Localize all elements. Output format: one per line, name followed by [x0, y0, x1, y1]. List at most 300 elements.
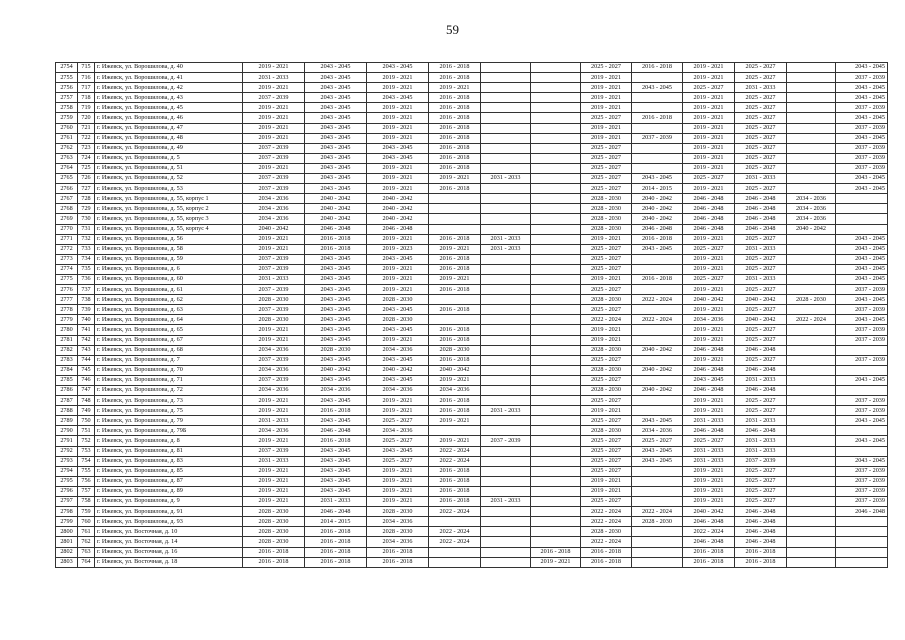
period-cell-4: 2022 - 2024 — [429, 527, 481, 537]
period-cell-12: 2037 - 2039 — [836, 335, 888, 345]
period-cell-1: 2034 - 2036 — [243, 345, 305, 355]
period-cell-2: 2043 - 2045 — [305, 295, 367, 305]
period-cell-6 — [531, 466, 581, 476]
address-cell: г. Ижевск, ул. Ворошилова, д. 6 — [95, 264, 243, 274]
period-cell-2: 2043 - 2045 — [305, 163, 367, 173]
period-cell-5 — [481, 315, 531, 325]
period-cell-5 — [481, 143, 531, 153]
period-cell-2: 2014 - 2015 — [305, 517, 367, 527]
address-cell: г. Ижевск, ул. Ворошилова, д. 70 — [95, 365, 243, 375]
period-cell-10: 2025 - 2027 — [735, 73, 787, 83]
row-number-cell: 2803 — [56, 557, 78, 567]
period-cell-4: 2016 - 2018 — [429, 254, 481, 264]
period-cell-9: 2046 - 2048 — [683, 426, 735, 436]
period-cell-4 — [429, 517, 481, 527]
period-cell-2: 2016 - 2018 — [305, 406, 367, 416]
period-cell-9: 2019 - 2021 — [683, 234, 735, 244]
period-cell-4: 2016 - 2018 — [429, 63, 481, 73]
period-cell-1: 2037 - 2039 — [243, 446, 305, 456]
period-cell-2: 2043 - 2045 — [305, 285, 367, 295]
object-id-cell: 736 — [78, 274, 95, 284]
period-cell-10: 2046 - 2048 — [735, 537, 787, 547]
period-cell-4: 2016 - 2018 — [429, 153, 481, 163]
period-cell-1: 2034 - 2036 — [243, 214, 305, 224]
period-cell-9: 2025 - 2027 — [683, 274, 735, 284]
period-cell-2: 2043 - 2045 — [305, 103, 367, 113]
period-cell-10: 2031 - 2033 — [735, 446, 787, 456]
object-id-cell: 741 — [78, 325, 95, 335]
period-cell-12: 2037 - 2039 — [836, 497, 888, 507]
row-number-cell: 2800 — [56, 527, 78, 537]
period-cell-8: 2043 - 2045 — [632, 83, 683, 93]
period-cell-12: 2037 - 2039 — [836, 143, 888, 153]
period-cell-1: 2034 - 2036 — [243, 426, 305, 436]
period-cell-9: 2019 - 2021 — [683, 254, 735, 264]
period-cell-7: 2019 - 2021 — [581, 274, 632, 284]
period-cell-10: 2046 - 2048 — [735, 507, 787, 517]
period-cell-4: 2016 - 2018 — [429, 93, 481, 103]
period-cell-3: 2043 - 2045 — [367, 325, 429, 335]
table-row — [56, 375, 888, 385]
period-cell-2: 2043 - 2045 — [305, 83, 367, 93]
period-cell-7: 2025 - 2027 — [581, 466, 632, 476]
period-cell-2: 2043 - 2045 — [305, 486, 367, 496]
period-cell-8 — [632, 527, 683, 537]
period-cell-8 — [632, 466, 683, 476]
period-cell-1: 2031 - 2033 — [243, 416, 305, 426]
period-cell-10: 2025 - 2027 — [735, 325, 787, 335]
period-cell-12 — [836, 194, 888, 204]
period-cell-3: 2034 - 2036 — [367, 537, 429, 547]
table-row — [56, 163, 888, 173]
period-cell-6 — [531, 517, 581, 527]
period-cell-9: 2046 - 2048 — [683, 204, 735, 214]
table-row — [56, 335, 888, 345]
period-cell-7: 2019 - 2021 — [581, 335, 632, 345]
period-cell-8: 2043 - 2045 — [632, 244, 683, 254]
period-cell-8 — [632, 497, 683, 507]
period-cell-10: 2031 - 2033 — [735, 416, 787, 426]
period-cell-7: 2022 - 2024 — [581, 517, 632, 527]
address-cell: г. Ижевск, ул. Ворошилова, д. 59 — [95, 254, 243, 264]
period-cell-2: 2043 - 2045 — [305, 456, 367, 466]
period-cell-10: 2046 - 2048 — [735, 517, 787, 527]
period-cell-11 — [787, 406, 836, 416]
row-number-cell: 2789 — [56, 416, 78, 426]
table-row — [56, 466, 888, 476]
period-cell-4: 2016 - 2018 — [429, 497, 481, 507]
address-cell: г. Ижевск, ул. Ворошилова, д. 72 — [95, 386, 243, 396]
period-cell-2: 2031 - 2033 — [305, 497, 367, 507]
period-cell-9: 2046 - 2048 — [683, 537, 735, 547]
period-cell-12: 2037 - 2039 — [836, 486, 888, 496]
period-cell-2: 2016 - 2018 — [305, 537, 367, 547]
period-cell-7: 2025 - 2027 — [581, 305, 632, 315]
address-cell: г. Ижевск, ул. Ворошилова, д. 79Б — [95, 426, 243, 436]
table-row — [56, 537, 888, 547]
period-cell-7: 2025 - 2027 — [581, 264, 632, 274]
object-id-cell: 733 — [78, 244, 95, 254]
address-cell: г. Ижевск, ул. Ворошилова, д. 9 — [95, 497, 243, 507]
period-cell-5 — [481, 355, 531, 365]
period-cell-7: 2025 - 2027 — [581, 285, 632, 295]
period-cell-11 — [787, 285, 836, 295]
object-id-cell: 731 — [78, 224, 95, 234]
period-cell-1: 2019 - 2021 — [243, 103, 305, 113]
object-id-cell: 724 — [78, 153, 95, 163]
period-cell-9: 2022 - 2024 — [683, 527, 735, 537]
period-cell-11: 2034 - 2036 — [787, 214, 836, 224]
period-cell-3: 2019 - 2021 — [367, 406, 429, 416]
row-number-cell: 2775 — [56, 274, 78, 284]
period-cell-1: 2019 - 2021 — [243, 406, 305, 416]
period-cell-6 — [531, 436, 581, 446]
period-cell-1: 2034 - 2036 — [243, 204, 305, 214]
row-number-cell: 2779 — [56, 315, 78, 325]
period-cell-9: 2019 - 2021 — [683, 264, 735, 274]
period-cell-9: 2019 - 2021 — [683, 406, 735, 416]
table-row — [56, 507, 888, 517]
period-cell-1: 2019 - 2021 — [243, 335, 305, 345]
period-cell-5 — [481, 204, 531, 214]
period-cell-10: 2031 - 2033 — [735, 274, 787, 284]
period-cell-12: 2043 - 2045 — [836, 295, 888, 305]
period-cell-9: 2025 - 2027 — [683, 436, 735, 446]
period-cell-7: 2028 - 2030 — [581, 345, 632, 355]
address-cell: г. Ижевск, ул. Ворошилова, д. 45 — [95, 103, 243, 113]
address-cell: г. Ижевск, ул. Ворошилова, д. 47 — [95, 123, 243, 133]
address-cell: г. Ижевск, ул. Ворошилова, д. 65 — [95, 325, 243, 335]
period-cell-2: 2043 - 2045 — [305, 375, 367, 385]
period-cell-2: 2043 - 2045 — [305, 93, 367, 103]
period-cell-3: 2034 - 2036 — [367, 345, 429, 355]
period-cell-5 — [481, 466, 531, 476]
period-cell-1: 2040 - 2042 — [243, 224, 305, 234]
row-number-cell: 2794 — [56, 466, 78, 476]
period-cell-10: 2031 - 2033 — [735, 83, 787, 93]
period-cell-6 — [531, 214, 581, 224]
period-cell-3: 2019 - 2021 — [367, 174, 429, 184]
period-cell-12: 2037 - 2039 — [836, 466, 888, 476]
period-cell-5 — [481, 426, 531, 436]
period-cell-12: 2037 - 2039 — [836, 123, 888, 133]
table-row — [56, 63, 888, 73]
period-cell-7: 2025 - 2027 — [581, 446, 632, 456]
period-cell-6 — [531, 456, 581, 466]
period-cell-5 — [481, 365, 531, 375]
period-cell-2: 2043 - 2045 — [305, 133, 367, 143]
period-cell-11 — [787, 426, 836, 436]
period-cell-6 — [531, 315, 581, 325]
period-cell-11: 2028 - 2030 — [787, 295, 836, 305]
address-cell: г. Ижевск, ул. Восточная, д. 10 — [95, 527, 243, 537]
period-cell-4: 2019 - 2021 — [429, 83, 481, 93]
period-cell-6: 2016 - 2018 — [531, 547, 581, 557]
period-cell-10: 2025 - 2027 — [735, 234, 787, 244]
period-cell-9: 2019 - 2021 — [683, 153, 735, 163]
period-cell-5 — [481, 153, 531, 163]
period-cell-7: 2019 - 2021 — [581, 103, 632, 113]
period-cell-4 — [429, 557, 481, 567]
address-cell: г. Ижевск, ул. Ворошилова, д. 67 — [95, 335, 243, 345]
period-cell-7: 2022 - 2024 — [581, 507, 632, 517]
period-cell-2: 2040 - 2042 — [305, 194, 367, 204]
period-cell-8 — [632, 93, 683, 103]
period-cell-3: 2019 - 2021 — [367, 335, 429, 345]
row-number-cell: 2784 — [56, 365, 78, 375]
period-cell-1: 2031 - 2033 — [243, 73, 305, 83]
period-cell-3: 2040 - 2042 — [367, 365, 429, 375]
period-cell-6 — [531, 295, 581, 305]
object-id-cell: 754 — [78, 456, 95, 466]
period-cell-12 — [836, 547, 888, 557]
table-row — [56, 123, 888, 133]
period-cell-1: 2037 - 2039 — [243, 264, 305, 274]
period-cell-6 — [531, 537, 581, 547]
period-cell-11 — [787, 507, 836, 517]
row-number-cell: 2785 — [56, 375, 78, 385]
period-cell-7: 2019 - 2021 — [581, 93, 632, 103]
period-cell-6 — [531, 325, 581, 335]
period-cell-3: 2034 - 2036 — [367, 386, 429, 396]
period-cell-2: 2034 - 2036 — [305, 386, 367, 396]
period-cell-1: 2028 - 2030 — [243, 527, 305, 537]
period-cell-10: 2046 - 2048 — [735, 365, 787, 375]
period-cell-8 — [632, 537, 683, 547]
period-cell-4: 2034 - 2036 — [429, 386, 481, 396]
period-cell-1: 2037 - 2039 — [243, 375, 305, 385]
period-cell-9: 2025 - 2027 — [683, 174, 735, 184]
period-cell-5: 2031 - 2033 — [481, 497, 531, 507]
period-cell-7: 2025 - 2027 — [581, 143, 632, 153]
table-row — [56, 547, 888, 557]
period-cell-5 — [481, 83, 531, 93]
row-number-cell: 2754 — [56, 63, 78, 73]
period-cell-5 — [481, 517, 531, 527]
address-cell: г. Ижевск, ул. Ворошилова, д. 79 — [95, 416, 243, 426]
period-cell-5: 2031 - 2033 — [481, 406, 531, 416]
period-cell-9: 2046 - 2048 — [683, 224, 735, 234]
period-cell-5 — [481, 507, 531, 517]
period-cell-3: 2043 - 2045 — [367, 153, 429, 163]
object-id-cell: 735 — [78, 264, 95, 274]
period-cell-12 — [836, 214, 888, 224]
object-id-cell: 717 — [78, 83, 95, 93]
period-cell-9: 2040 - 2042 — [683, 295, 735, 305]
period-cell-4: 2016 - 2018 — [429, 325, 481, 335]
period-cell-2: 2043 - 2045 — [305, 153, 367, 163]
period-cell-12: 2037 - 2039 — [836, 396, 888, 406]
period-cell-2: 2043 - 2045 — [305, 416, 367, 426]
period-cell-9: 2019 - 2021 — [683, 143, 735, 153]
period-cell-11 — [787, 305, 836, 315]
row-number-cell: 2795 — [56, 476, 78, 486]
period-cell-7: 2016 - 2018 — [581, 547, 632, 557]
period-cell-1: 2019 - 2021 — [243, 476, 305, 486]
period-cell-8 — [632, 476, 683, 486]
table-row — [56, 557, 888, 567]
address-cell: г. Ижевск, ул. Ворошилова, д. 55, корпус 2 — [95, 204, 243, 214]
address-cell: г. Ижевск, ул. Ворошилова, д. 5 — [95, 153, 243, 163]
period-cell-9: 2019 - 2021 — [683, 113, 735, 123]
period-cell-10: 2046 - 2048 — [735, 386, 787, 396]
object-id-cell: 720 — [78, 113, 95, 123]
period-cell-7: 2019 - 2021 — [581, 476, 632, 486]
period-cell-11 — [787, 244, 836, 254]
period-cell-8: 2016 - 2018 — [632, 274, 683, 284]
period-cell-9: 2019 - 2021 — [683, 163, 735, 173]
period-cell-1: 2016 - 2018 — [243, 557, 305, 567]
period-cell-2: 2043 - 2045 — [305, 184, 367, 194]
period-cell-8 — [632, 143, 683, 153]
period-cell-9: 2043 - 2045 — [683, 375, 735, 385]
period-cell-12: 2043 - 2045 — [836, 436, 888, 446]
period-cell-5 — [481, 386, 531, 396]
period-cell-7: 2025 - 2027 — [581, 113, 632, 123]
row-number-cell: 2776 — [56, 285, 78, 295]
period-cell-5: 2031 - 2033 — [481, 234, 531, 244]
period-cell-4: 2016 - 2018 — [429, 234, 481, 244]
period-cell-1: 2037 - 2039 — [243, 254, 305, 264]
period-cell-12: 2043 - 2045 — [836, 133, 888, 143]
period-cell-9: 2019 - 2021 — [683, 184, 735, 194]
period-cell-4: 2016 - 2018 — [429, 143, 481, 153]
period-cell-7: 2028 - 2030 — [581, 527, 632, 537]
period-cell-10: 2031 - 2033 — [735, 375, 787, 385]
period-cell-2: 2028 - 2030 — [305, 345, 367, 355]
address-cell: г. Ижевск, ул. Ворошилова, д. 75 — [95, 406, 243, 416]
period-cell-12 — [836, 345, 888, 355]
page-number: 59 — [446, 22, 459, 37]
table-row — [56, 73, 888, 83]
period-cell-9: 2019 - 2021 — [683, 466, 735, 476]
address-cell: г. Ижевск, ул. Ворошилова, д. 51 — [95, 163, 243, 173]
period-cell-11 — [787, 93, 836, 103]
period-cell-3: 2043 - 2045 — [367, 375, 429, 385]
period-cell-1: 2031 - 2033 — [243, 274, 305, 284]
period-cell-9: 2046 - 2048 — [683, 365, 735, 375]
period-cell-12: 2043 - 2045 — [836, 83, 888, 93]
period-cell-7: 2025 - 2027 — [581, 375, 632, 385]
address-cell: г. Ижевск, ул. Ворошилова, д. 93 — [95, 517, 243, 527]
object-id-cell: 723 — [78, 143, 95, 153]
address-cell: г. Ижевск, ул. Ворошилова, д. 89 — [95, 486, 243, 496]
row-number-cell: 2758 — [56, 103, 78, 113]
period-cell-11 — [787, 365, 836, 375]
period-cell-4: 2019 - 2021 — [429, 416, 481, 426]
period-cell-3: 2043 - 2045 — [367, 305, 429, 315]
period-cell-4 — [429, 204, 481, 214]
period-cell-11: 2022 - 2024 — [787, 315, 836, 325]
period-cell-5 — [481, 527, 531, 537]
period-cell-10: 2040 - 2042 — [735, 295, 787, 305]
period-cell-11 — [787, 527, 836, 537]
period-cell-3: 2019 - 2021 — [367, 113, 429, 123]
table-row — [56, 133, 888, 143]
period-cell-12: 2043 - 2045 — [836, 274, 888, 284]
period-cell-2: 2016 - 2018 — [305, 547, 367, 557]
period-cell-7: 2025 - 2027 — [581, 244, 632, 254]
period-cell-7: 2025 - 2027 — [581, 63, 632, 73]
period-cell-7: 2019 - 2021 — [581, 325, 632, 335]
object-id-cell: 721 — [78, 123, 95, 133]
period-cell-6 — [531, 63, 581, 73]
period-cell-10: 2025 - 2027 — [735, 476, 787, 486]
period-cell-11: 2040 - 2042 — [787, 224, 836, 234]
row-number-cell: 2774 — [56, 264, 78, 274]
object-id-cell: 725 — [78, 163, 95, 173]
period-cell-10: 2025 - 2027 — [735, 143, 787, 153]
period-cell-4 — [429, 547, 481, 557]
period-cell-2: 2043 - 2045 — [305, 315, 367, 325]
period-cell-9: 2031 - 2033 — [683, 446, 735, 456]
row-number-cell: 2790 — [56, 426, 78, 436]
table-row — [56, 234, 888, 244]
row-number-cell: 2780 — [56, 325, 78, 335]
table-row — [56, 345, 888, 355]
period-cell-6 — [531, 93, 581, 103]
period-cell-8 — [632, 254, 683, 264]
period-cell-12: 2037 - 2039 — [836, 73, 888, 83]
period-cell-4: 2019 - 2021 — [429, 274, 481, 284]
period-cell-6 — [531, 274, 581, 284]
period-cell-8: 2022 - 2024 — [632, 315, 683, 325]
period-cell-9: 2031 - 2033 — [683, 456, 735, 466]
row-number-cell: 2771 — [56, 234, 78, 244]
period-cell-2: 2043 - 2045 — [305, 264, 367, 274]
period-cell-2: 2040 - 2042 — [305, 214, 367, 224]
period-cell-9: 2034 - 2036 — [683, 315, 735, 325]
period-cell-4: 2022 - 2024 — [429, 446, 481, 456]
object-id-cell: 747 — [78, 386, 95, 396]
period-cell-8 — [632, 103, 683, 113]
period-cell-8 — [632, 486, 683, 496]
period-cell-7: 2025 - 2027 — [581, 174, 632, 184]
period-cell-3: 2019 - 2021 — [367, 274, 429, 284]
period-cell-8: 2040 - 2042 — [632, 214, 683, 224]
period-cell-8 — [632, 305, 683, 315]
period-cell-9: 2040 - 2042 — [683, 507, 735, 517]
period-cell-10: 2031 - 2033 — [735, 436, 787, 446]
object-id-cell: 762 — [78, 537, 95, 547]
period-cell-8 — [632, 264, 683, 274]
row-number-cell: 2793 — [56, 456, 78, 466]
period-cell-8: 2025 - 2027 — [632, 436, 683, 446]
period-cell-10: 2025 - 2027 — [735, 305, 787, 315]
period-cell-11 — [787, 466, 836, 476]
period-cell-12: 2037 - 2039 — [836, 355, 888, 365]
table-row — [56, 295, 888, 305]
period-cell-10: 2037 - 2039 — [735, 456, 787, 466]
period-cell-3: 2019 - 2021 — [367, 396, 429, 406]
row-number-cell: 2792 — [56, 446, 78, 456]
period-cell-2: 2043 - 2045 — [305, 63, 367, 73]
period-cell-2: 2043 - 2045 — [305, 73, 367, 83]
object-id-cell: 755 — [78, 466, 95, 476]
period-cell-5: 2037 - 2039 — [481, 436, 531, 446]
period-cell-12: 2037 - 2039 — [836, 153, 888, 163]
period-cell-2: 2016 - 2018 — [305, 244, 367, 254]
period-cell-1: 2019 - 2021 — [243, 486, 305, 496]
period-cell-4: 2019 - 2021 — [429, 174, 481, 184]
period-cell-4: 2016 - 2018 — [429, 486, 481, 496]
period-cell-3: 2019 - 2021 — [367, 73, 429, 83]
period-cell-5 — [481, 295, 531, 305]
object-id-cell: 728 — [78, 194, 95, 204]
period-cell-8: 2040 - 2042 — [632, 194, 683, 204]
period-cell-10: 2046 - 2048 — [735, 214, 787, 224]
period-cell-11 — [787, 375, 836, 385]
